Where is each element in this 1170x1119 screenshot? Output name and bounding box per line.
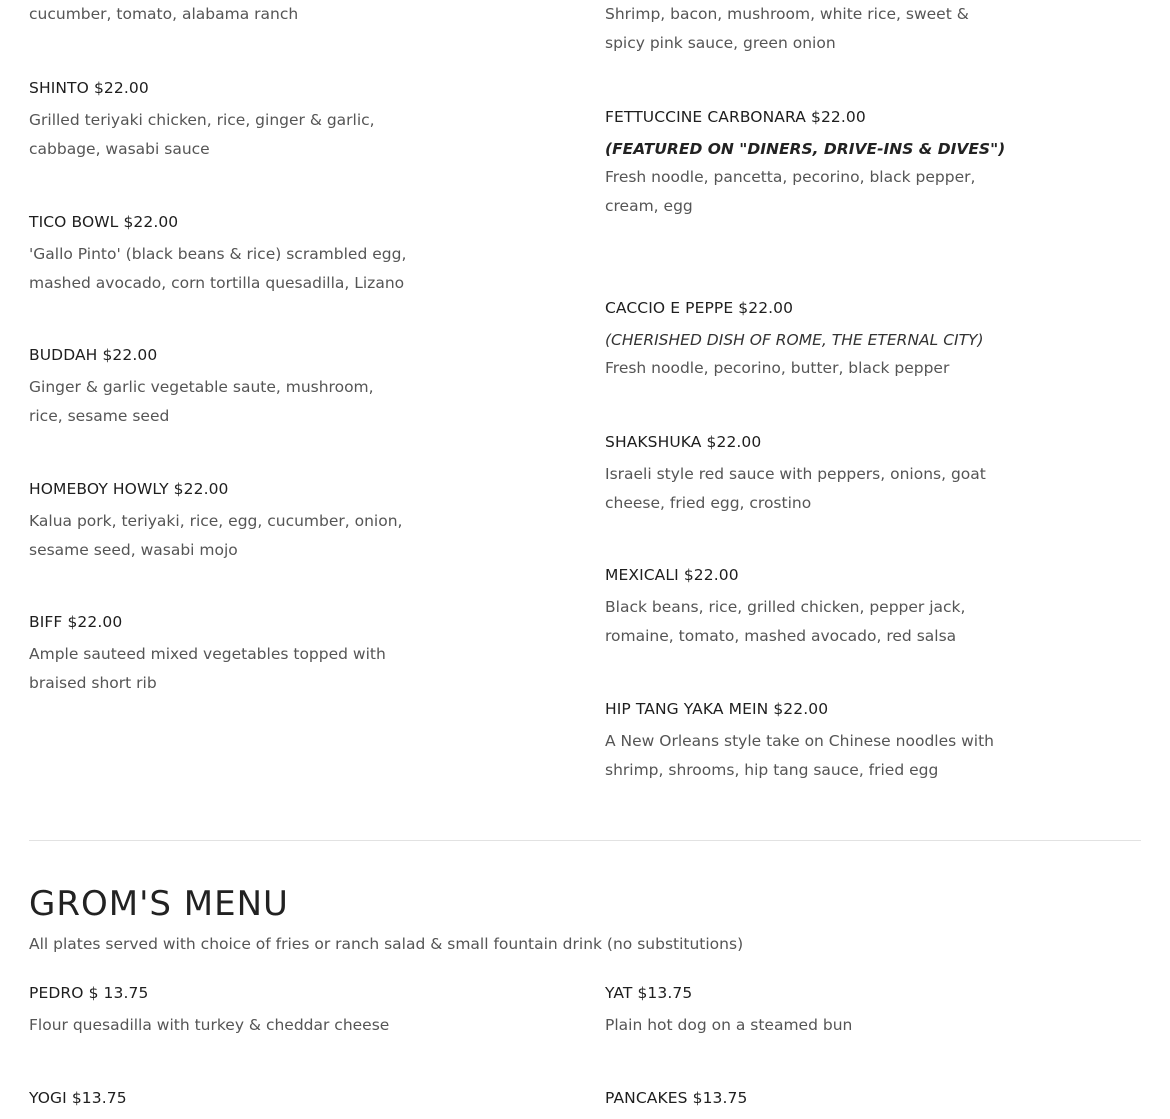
menu-item-shakshuka (605, 432, 995, 518)
menu-item-name: PANCAKES $13.75 (605, 1089, 748, 1107)
menu-item-note: (FEATURED ON "DINERS, DRIVE-INS & DIVES") (605, 140, 1006, 158)
menu-item-pancakes (605, 1088, 995, 1108)
menu-item-name: MEXICALI $22.00 (605, 566, 739, 584)
menu-item-description: Plain hot dog on a steamed bun (605, 1016, 853, 1034)
menu-item-description: A New Orleans style take on Chinese noodles with shrimp, shrooms, hip tang sauce, fried egg (605, 732, 995, 779)
menu-item-name: SHAKSHUKA $22.00 (605, 433, 762, 451)
section-title: GROM'S MENU (29, 884, 289, 924)
menu-item-name: BIFF $22.00 (29, 613, 123, 631)
menu-item-shinto (29, 78, 409, 164)
menu-item-name: PEDRO $ 13.75 (29, 984, 149, 1002)
menu-item-tico-bowl (29, 212, 409, 298)
menu-item-description: Israeli style red sauce with peppers, onions, goat cheese, fried egg, crostino (605, 465, 986, 512)
menu-item-fettuccine-carbonara (605, 107, 1006, 221)
menu-item-name: BUDDAH $22.00 (29, 346, 158, 364)
menu-item-description: Flour quesadilla with turkey & cheddar cheese (29, 1016, 390, 1034)
menu-item-description: Black beans, rice, grilled chicken, pepper jack, romaine, tomato, mashed avocado, red salsa (605, 598, 966, 645)
menu-item-buddah (29, 345, 409, 431)
menu-item-name: CACCIO E PEPPE $22.00 (605, 299, 794, 317)
menu-item-description: cucumber, tomato, alabama ranch (29, 5, 299, 23)
menu-item-yat (605, 983, 995, 1040)
menu-item-description: Kalua pork, teriyaki, rice, egg, cucumber, onion, sesame seed, wasabi mojo (29, 512, 403, 559)
menu-item-caccio-e-peppe (605, 298, 995, 383)
menu-item-hip-tang-yaka-mein (605, 699, 995, 785)
menu-item-yogi (29, 1088, 409, 1108)
menu-item-homeboy-howly (29, 479, 409, 565)
menu-item-name: FETTUCCINE CARBONARA $22.00 (605, 108, 866, 126)
menu-item-mexicali (605, 565, 995, 651)
menu-item-description: Shrimp, bacon, mushroom, white rice, sweet & spicy pink sauce, green onion (605, 5, 969, 52)
menu-item (29, 0, 409, 29)
menu-item-description: Grilled teriyaki chicken, rice, ginger & garlic, cabbage, wasabi sauce (29, 111, 375, 158)
menu-item-name: YOGI $13.75 (29, 1089, 127, 1107)
menu-item-name: HIP TANG YAKA MEIN $22.00 (605, 700, 829, 718)
menu-item-name: HOMEBOY HOWLY $22.00 (29, 480, 229, 498)
menu-item-name: YAT $13.75 (605, 984, 693, 1002)
menu-item (605, 0, 995, 58)
menu-item-description: 'Gallo Pinto' (black beans & rice) scrambled egg, mashed avocado, corn tortilla quesadilla, Lizano (29, 245, 407, 292)
menu-item-description: Fresh noodle, pancetta, pecorino, black pepper, cream, egg (605, 168, 976, 215)
section-subtitle: All plates served with choice of fries or ranch salad & small fountain drink (no substitutions) (29, 935, 744, 953)
menu-item-description: Ginger & garlic vegetable saute, mushroom, rice, sesame seed (29, 378, 374, 425)
section-divider (29, 840, 1141, 841)
menu-item-description: Fresh noodle, pecorino, butter, black pepper (605, 359, 950, 377)
menu-item-description: Ample sauteed mixed vegetables topped with braised short rib (29, 645, 386, 692)
menu-item-biff (29, 612, 409, 698)
menu-item-name: TICO BOWL $22.00 (29, 213, 179, 231)
menu-item-name: SHINTO $22.00 (29, 79, 149, 97)
menu-item-pedro (29, 983, 409, 1040)
menu-item-note: (CHERISHED DISH OF ROME, THE ETERNAL CITY) (605, 331, 984, 349)
